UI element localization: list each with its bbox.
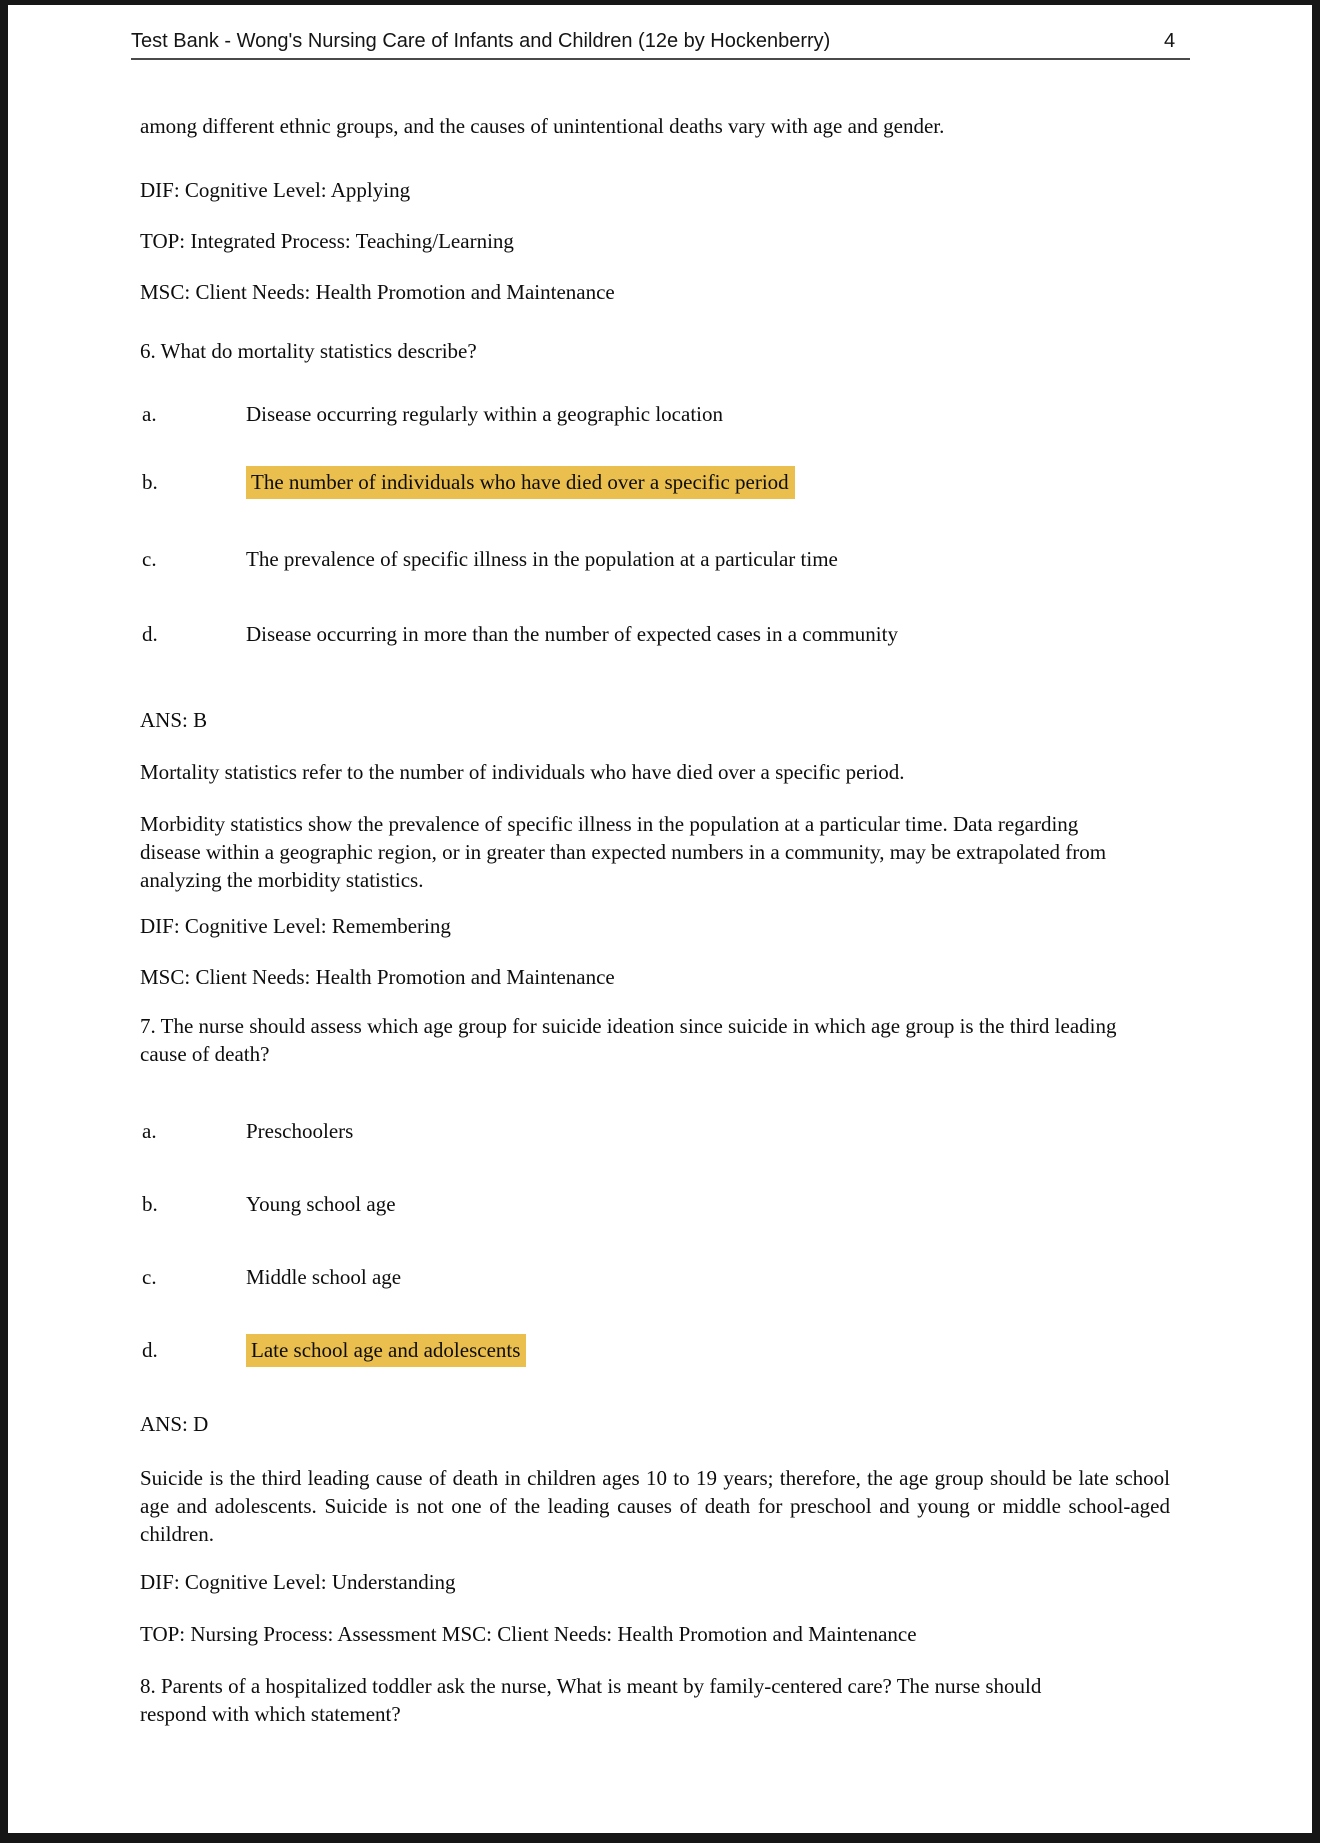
q6-option-a <box>142 400 1192 428</box>
header-rule <box>131 58 1190 60</box>
q7-stem: 7. The nurse should assess which age group for suicide ideation since suicide in which age group is the third leading cause of death? <box>140 1014 1117 1066</box>
q8-stem: 8. Parents of a hospitalized toddler ask the nurse, What is meant by family-centered care? The nurse should respond with which statement? <box>140 1674 1042 1726</box>
q7-option-a-letter: a. <box>142 1119 157 1143</box>
q6-dif-line: DIF: Cognitive Level: Remembering <box>140 914 451 938</box>
q7-option-c-text: Middle school age <box>246 1265 402 1289</box>
q7-option-b <box>142 1190 1192 1218</box>
q7-option-b-letter: b. <box>142 1192 158 1216</box>
q6-option-d-text: Disease occurring in more than the number of expected cases in a community <box>246 622 898 646</box>
q7-option-a-text: Preschoolers <box>246 1119 354 1143</box>
document-page <box>8 5 1312 1833</box>
q7-option-d-letter: d. <box>142 1338 158 1362</box>
q6-msc-line: MSC: Client Needs: Health Promotion and Maintenance <box>140 965 615 989</box>
q6-option-c-letter: c. <box>142 547 157 571</box>
intro-line: among different ethnic groups, and the causes of unintentional deaths vary with age and gender. <box>140 114 945 138</box>
q6-option-b-letter: b. <box>142 470 158 494</box>
q5-dif-line: DIF: Cognitive Level: Applying <box>140 178 411 202</box>
q6-rationale-2: Morbidity statistics show the prevalence of specific illness in the population at a particular time. Data regarding disease within a geographic region, or in greater than expected numbers in a community, may be extrapolated from analyzing the morbidity statistics. <box>140 812 1107 892</box>
q7-option-d-text-highlighted: Late school age and adolescents <box>246 1334 526 1367</box>
page-number: 4 <box>1164 30 1176 52</box>
q6-option-d <box>142 620 1192 648</box>
q7-option-c-letter: c. <box>142 1265 157 1289</box>
page-header-title: Test Bank - Wong's Nursing Care of Infants and Children (12e by Hockenberry) <box>131 30 831 52</box>
q5-top-line: TOP: Integrated Process: Teaching/Learning <box>140 229 514 253</box>
q7-answer: ANS: D <box>140 1412 209 1436</box>
q5-msc-line: MSC: Client Needs: Health Promotion and Maintenance <box>140 280 615 304</box>
q6-option-a-text: Disease occurring regularly within a geographic location <box>246 402 723 426</box>
q7-rationale: Suicide is the third leading cause of death in children ages 10 to 19 years; therefore, the age group should be late school age and adolescents. Suicide is not one of the leading causes of death for preschool and young or middle school-aged children. <box>140 1466 1170 1546</box>
q6-option-b-text-highlighted: The number of individuals who have died over a specific period <box>246 466 795 499</box>
q7-option-d <box>142 1336 1192 1364</box>
q6-rationale-1: Mortality statistics refer to the number of individuals who have died over a specific period. <box>140 760 905 784</box>
q7-top-line: TOP: Nursing Process: Assessment MSC: Client Needs: Health Promotion and Maintenance <box>140 1622 917 1646</box>
q7-dif-line: DIF: Cognitive Level: Understanding <box>140 1570 456 1594</box>
q7-option-a <box>142 1117 1192 1145</box>
q7-option-c <box>142 1263 1192 1291</box>
q7-option-b-text: Young school age <box>246 1192 396 1216</box>
q6-option-c <box>142 545 1192 573</box>
q6-option-d-letter: d. <box>142 622 158 646</box>
q6-stem: 6. What do mortality statistics describe? <box>140 339 477 363</box>
q6-option-c-text: The prevalence of specific illness in the population at a particular time <box>246 547 838 571</box>
q6-answer: ANS: B <box>140 708 208 732</box>
q6-option-b <box>142 468 1192 496</box>
q6-option-a-letter: a. <box>142 402 157 426</box>
